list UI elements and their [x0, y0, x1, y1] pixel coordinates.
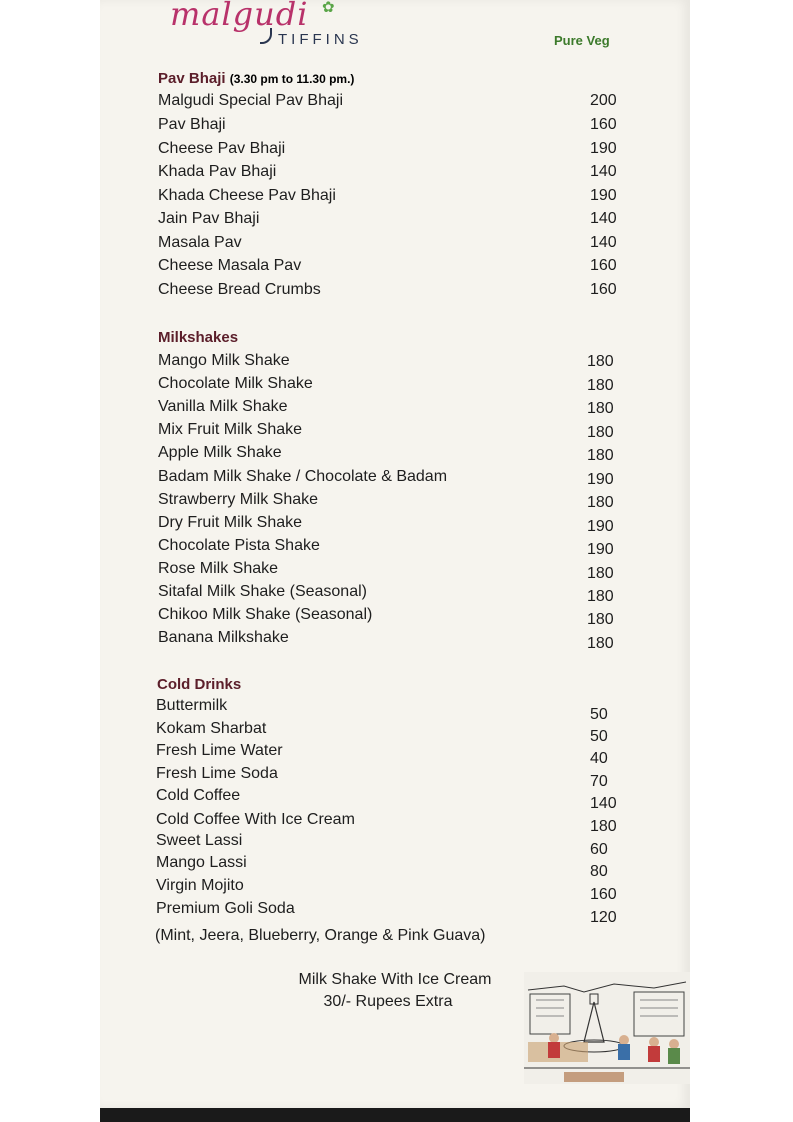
menu-item-price: 160 — [590, 257, 617, 274]
menu-item-price: 190 — [590, 140, 617, 157]
menu-item-price: 180 — [587, 353, 614, 370]
menu-item-name: Fresh Lime Soda — [156, 765, 278, 782]
note-line-1: Milk Shake With Ice Cream — [298, 971, 492, 988]
menu-item-name: Premium Goli Soda — [156, 900, 295, 917]
menu-item-price: 60 — [590, 841, 608, 858]
menu-item-name: Chocolate Milk Shake — [158, 375, 313, 392]
menu-item-name: Mango Milk Shake — [158, 352, 290, 369]
menu-item-name: Cheese Pav Bhaji — [158, 140, 286, 157]
menu-item-price: 70 — [590, 773, 608, 790]
menu-item-price: 180 — [587, 377, 614, 394]
menu-item-price: 140 — [590, 163, 617, 180]
menu-item-price: 160 — [590, 281, 617, 298]
section-heading-milkshakes: Milkshakes — [158, 329, 239, 346]
menu-item-price: 180 — [587, 565, 614, 582]
menu-item-name: Sweet Lassi — [156, 832, 243, 849]
street-scene-sketch-icon — [524, 972, 690, 1084]
logo-wordmark: TIFFINS — [278, 31, 363, 48]
menu-item-name: Vanilla Milk Shake — [158, 398, 288, 415]
menu-item-name: Khada Pav Bhaji — [158, 163, 277, 180]
menu-item-price: 180 — [587, 424, 614, 441]
menu-item-name: Apple Milk Shake — [158, 444, 282, 461]
menu-item-name: Khada Cheese Pav Bhaji — [158, 187, 336, 204]
menu-item-name: Kokam Sharbat — [156, 720, 267, 737]
menu-item-price: 160 — [590, 116, 617, 133]
menu-item-price: 180 — [587, 447, 614, 464]
menu-item-name: Mix Fruit Milk Shake — [158, 421, 303, 438]
menu-item-name: Fresh Lime Water — [156, 742, 283, 759]
menu-item-price: 180 — [587, 611, 614, 628]
menu-item-price: 140 — [590, 210, 617, 227]
menu-item-price: 50 — [590, 728, 608, 745]
menu-item-price: 140 — [590, 234, 617, 251]
section-timing: (3.30 pm to 11.30 pm.) — [229, 72, 355, 86]
note-line-2: 30/- Rupees Extra — [323, 993, 453, 1010]
menu-item-price: 180 — [587, 635, 614, 652]
menu-item-name: Badam Milk Shake / Chocolate & Badam — [158, 468, 448, 485]
menu-item-price: 160 — [590, 886, 617, 903]
menu-item-name: Buttermilk — [156, 697, 228, 714]
menu-item-name: Pav Bhaji — [158, 116, 226, 133]
flower-icon: ✿ — [322, 0, 335, 16]
menu-item-name: Cold Coffee — [156, 787, 241, 804]
menu-item-name: Cold Coffee With Ice Cream — [156, 811, 355, 828]
menu-item-price: 190 — [587, 471, 614, 488]
menu-item-name: Virgin Mojito — [156, 877, 244, 894]
goli-soda-flavours: (Mint, Jeera, Blueberry, Orange & Pink Guava) — [155, 927, 486, 944]
menu-item-price: 200 — [590, 92, 617, 109]
menu-item-price: 180 — [587, 494, 614, 511]
menu-item-name: Dry Fruit Milk Shake — [158, 514, 303, 531]
menu-item-name: Strawberry Milk Shake — [158, 491, 319, 508]
menu-item-price: 190 — [587, 541, 614, 558]
menu-item-price: 180 — [590, 818, 617, 835]
menu-item-price: 190 — [587, 518, 614, 535]
menu-item-name: Rose Milk Shake — [158, 560, 279, 577]
menu-item-price: 120 — [590, 909, 617, 926]
pure-veg-tag: Pure Veg — [554, 33, 610, 48]
menu-item-name: Chikoo Milk Shake (Seasonal) — [158, 606, 373, 623]
menu-item-name: Jain Pav Bhaji — [158, 210, 260, 227]
menu-item-name: Sitafal Milk Shake (Seasonal) — [158, 583, 367, 600]
menu-item-name: Malgudi Special Pav Bhaji — [158, 92, 343, 109]
menu-item-price: 190 — [590, 187, 617, 204]
menu-item-price: 40 — [590, 750, 608, 767]
menu-item-price: 50 — [590, 706, 608, 723]
menu-item-price: 180 — [587, 400, 614, 417]
menu-item-name: Cheese Masala Pav — [158, 257, 302, 274]
section-title: Pav Bhaji — [158, 70, 226, 87]
menu-item-name: Banana Milkshake — [158, 629, 289, 646]
page-bottom-edge — [100, 1108, 690, 1122]
menu-item-name: Masala Pav — [158, 234, 242, 251]
menu-item-name: Cheese Bread Crumbs — [158, 281, 321, 298]
menu-item-price: 180 — [587, 588, 614, 605]
menu-item-name: Mango Lassi — [156, 854, 247, 871]
menu-item-price: 140 — [590, 795, 617, 812]
menu-item-name: Chocolate Pista Shake — [158, 537, 320, 554]
menu-item-price: 80 — [590, 863, 608, 880]
section-heading-pav-bhaji — [158, 70, 354, 87]
section-heading-cold-drinks: Cold Drinks — [157, 676, 242, 693]
logo-script: malgudi — [170, 0, 309, 33]
